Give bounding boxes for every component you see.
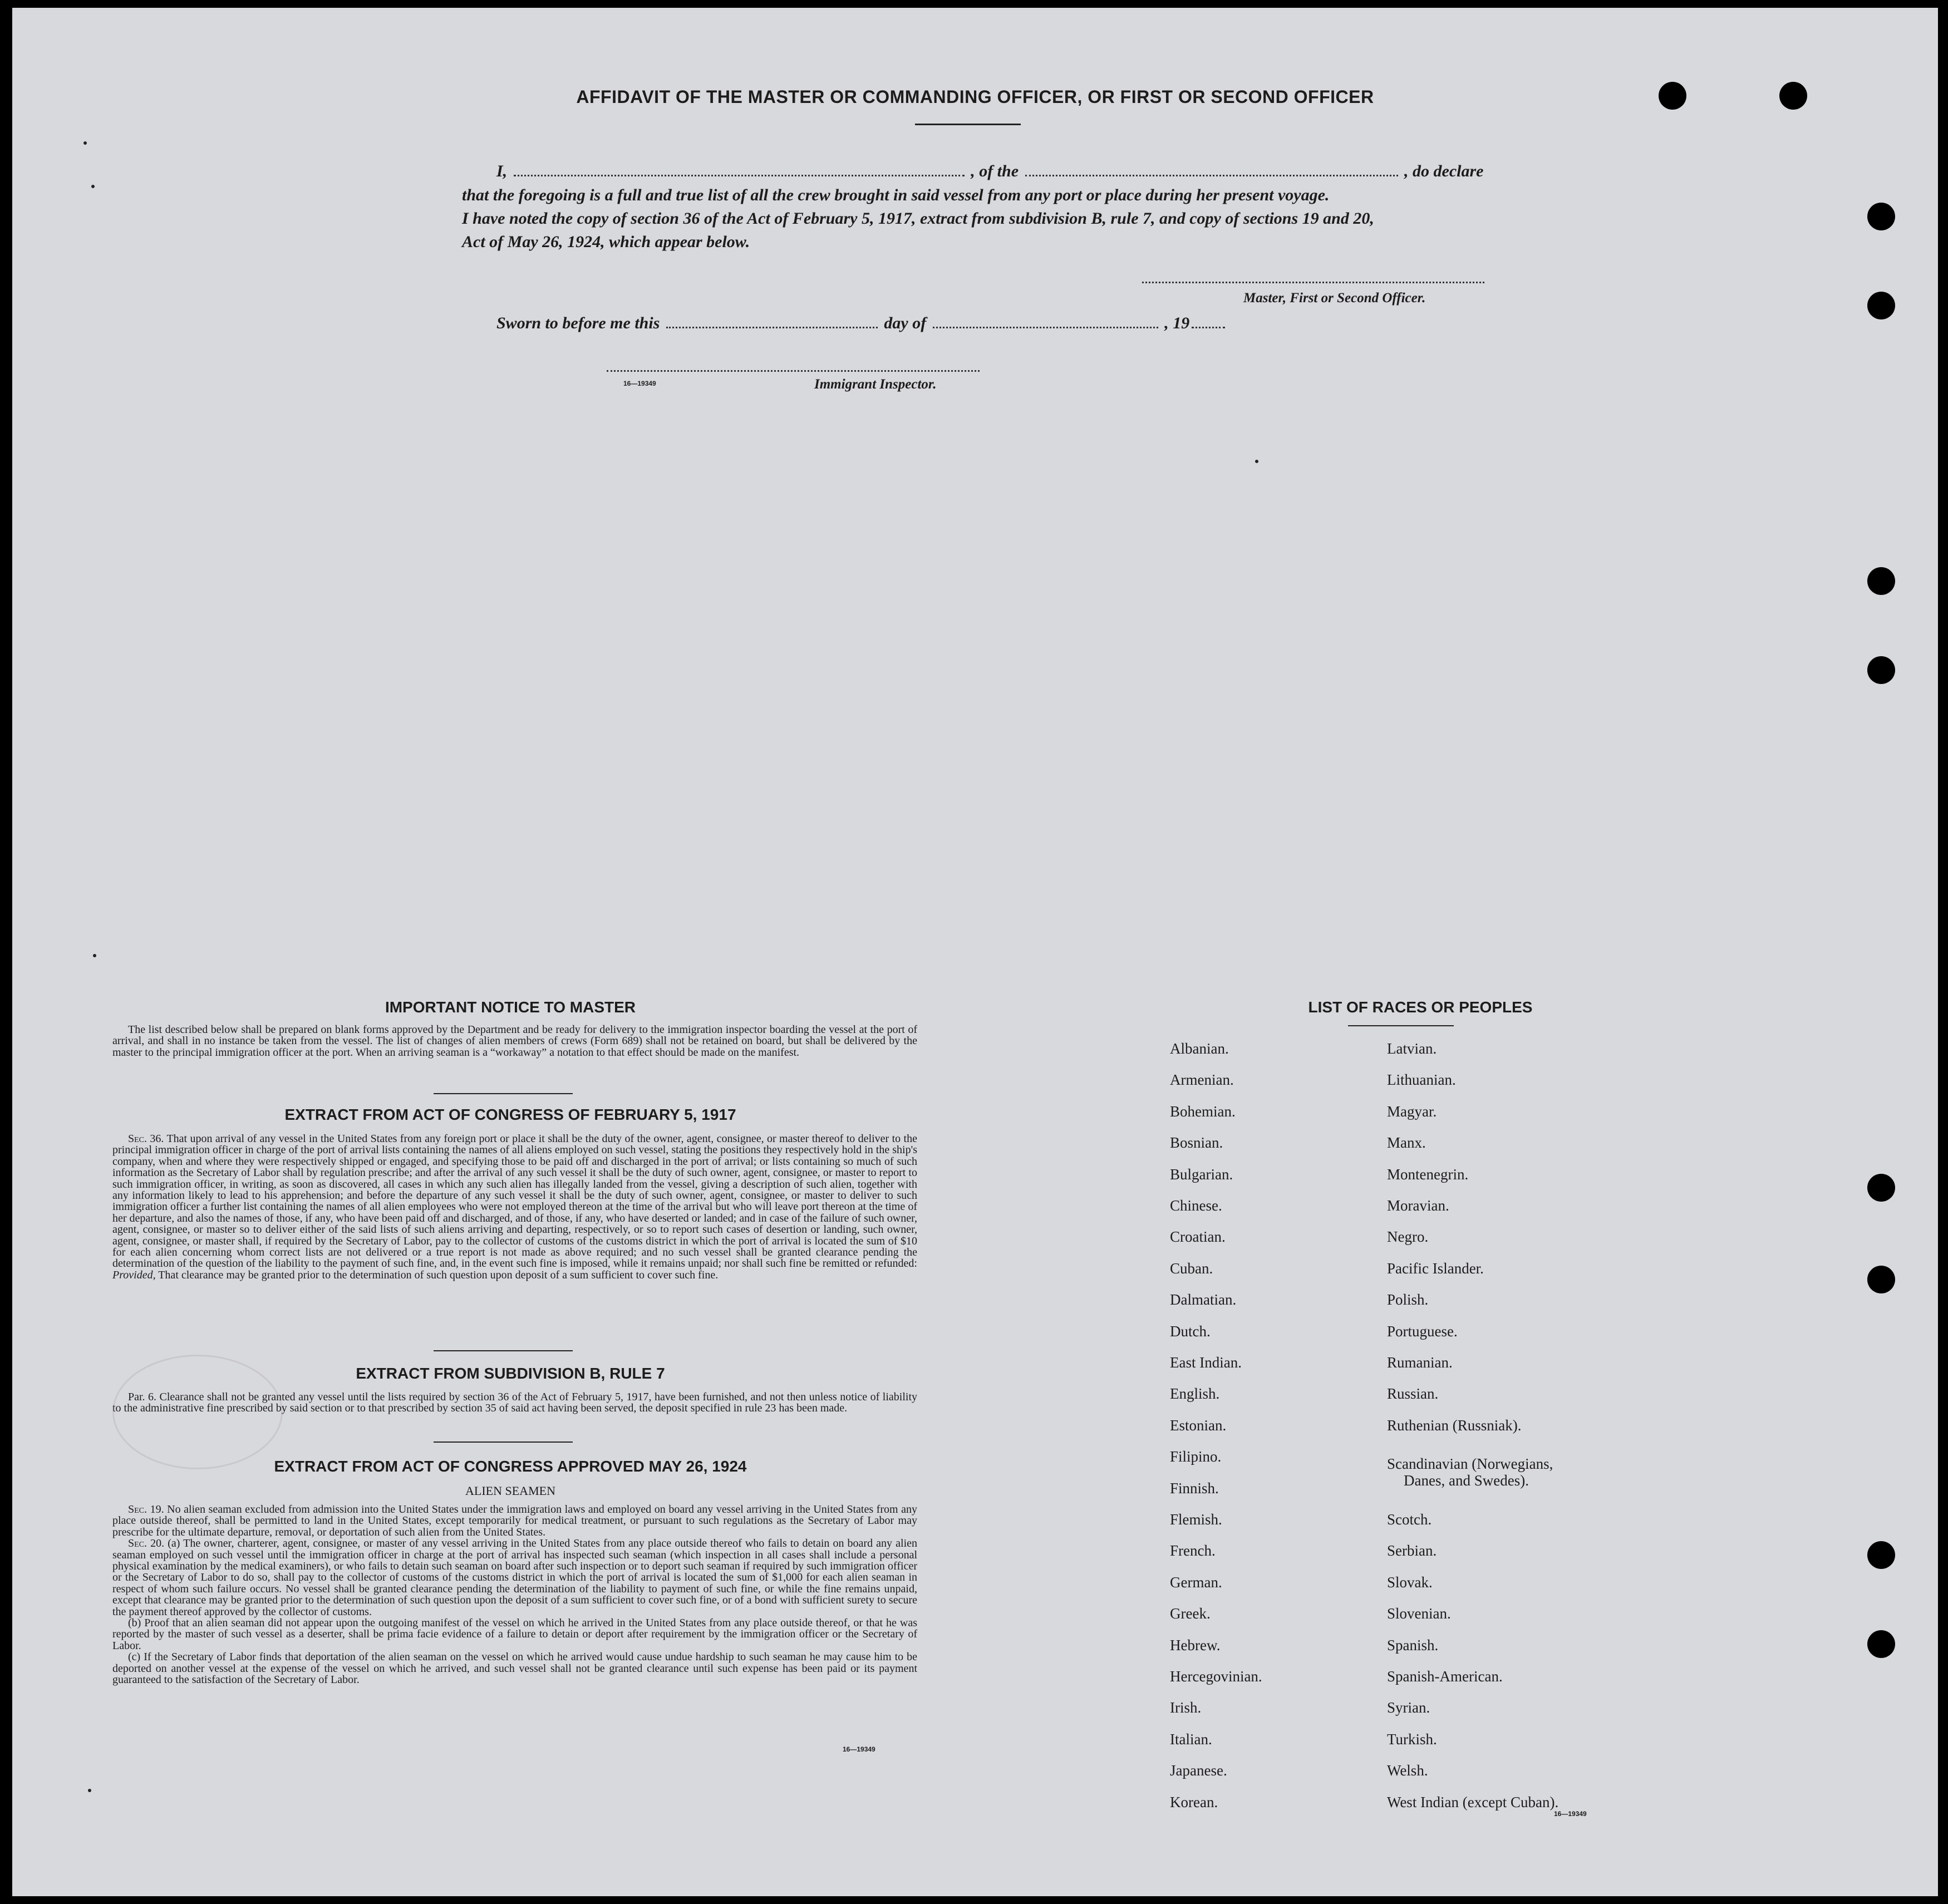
signature-label: Master, First or Second Officer.: [1243, 291, 1426, 306]
race-item: Danes, and Swedes).: [1404, 1472, 1529, 1489]
race-item: Italian.: [1170, 1730, 1212, 1748]
race-item: Hebrew.: [1170, 1636, 1221, 1654]
race-item: Serbian.: [1387, 1542, 1437, 1559]
race-item: Finnish.: [1170, 1479, 1219, 1497]
sworn-year-field[interactable]: [1192, 327, 1225, 328]
race-item: Lithuanian.: [1387, 1071, 1456, 1089]
race-item: Dutch.: [1170, 1322, 1211, 1340]
year-label: , 19: [1164, 314, 1190, 332]
races-title: LIST OF RACES OR PEOPLES: [1308, 998, 1533, 1016]
provided-label: Provided,: [112, 1268, 156, 1281]
race-item: Bosnian.: [1170, 1134, 1223, 1152]
form-number: 16—19349: [623, 380, 656, 387]
declaration-line-2: that the foregoing is a full and true list of all the crew brought in said vessel from any port or place during her present voyage.: [462, 186, 1330, 204]
punch-hole: [1867, 1541, 1895, 1569]
form-number: 16—19349: [1554, 1810, 1587, 1818]
race-item: Bulgarian.: [1170, 1165, 1233, 1183]
specks: [91, 185, 95, 188]
document-page: [12, 8, 1938, 1896]
sec-20a-paragraph: [112, 1538, 917, 1617]
sec-19-label: Sec. 19.: [128, 1503, 164, 1516]
sec-36-end: That clearance may be granted prior to the determination of such question upon deposit of a sum sufficient to cover such fine.: [158, 1268, 719, 1281]
punch-hole: [1867, 1630, 1895, 1658]
of-the-label: , of the: [971, 162, 1019, 180]
extract-1917-text: [112, 1133, 917, 1281]
specks: [93, 954, 96, 957]
par-6-paragraph: Par. 6. Clearance shall not be granted any vessel until the lists required by section 36 of the Act of February 5, 1917, have been furnished, and not then unless notice of liability to the administrative fine prescribed by said section or to that prescribed by section 35 of said act having been served, the deposit specified in rule 23 has been made.: [112, 1391, 917, 1415]
race-item: Chinese.: [1170, 1197, 1222, 1214]
punch-hole: [1867, 567, 1895, 595]
race-item: Estonian.: [1170, 1416, 1227, 1434]
title-rule: [915, 124, 1021, 125]
race-item: Negro.: [1387, 1228, 1429, 1246]
race-item: Flemish.: [1170, 1511, 1222, 1528]
race-item: Welsh.: [1387, 1762, 1428, 1779]
sworn-line: [496, 314, 1227, 333]
sec-36-label: Sec. 36.: [128, 1133, 164, 1145]
race-item: Bohemian.: [1170, 1103, 1236, 1120]
day-of-label: day of: [884, 314, 927, 332]
extract-rule7-title: EXTRACT FROM SUBDIVISION B, RULE 7: [356, 1365, 665, 1382]
race-item: Albanian.: [1170, 1040, 1229, 1057]
sec-20a-body: (a) The owner, charterer, agent, consignee, or master of any vessel arriving in the United States from any place outside thereof who fails to detain on board any alien seaman employed on such vessel until the immigration officer in charge at the port of arrival has inspected such seaman (which inspection in all cases shall include a personal physical examination by the medical examiners), or who fails to detain such seaman on board after such inspection or to deport such seaman if required by such immigration officer or the Secretary of Labor to do so, shall pay to the collector of customs of the customs district in which the port of arrival is located the sum of $1,000 for each alien seaman in respect of whom such failure occurs. No vessel shall be granted clearance pending the determination of the liability to payment of such fine, or while the fine remains unpaid, except that clearance may be granted prior to the determination of such question upon the deposit of a sum sufficient to cover such fine, or of a bond with sufficient surety to secure the payment thereof approved by the collector of customs.: [112, 1537, 918, 1618]
race-item: Moravian.: [1387, 1197, 1449, 1214]
race-item: Turkish.: [1387, 1730, 1437, 1748]
sec-20-label: Sec. 20.: [128, 1537, 165, 1550]
sworn-month-field[interactable]: [933, 327, 1158, 328]
race-item: Pacific Islander.: [1387, 1260, 1484, 1277]
punch-hole: [1867, 1174, 1895, 1202]
race-item: Irish.: [1170, 1699, 1202, 1716]
punch-hole: [1867, 203, 1895, 230]
sec-19-paragraph: [112, 1504, 917, 1538]
race-item: Rumanian.: [1387, 1354, 1453, 1371]
declarant-name-field[interactable]: [514, 175, 965, 176]
race-item: Greek.: [1170, 1605, 1211, 1622]
race-item: Syrian.: [1387, 1699, 1430, 1716]
race-item: West Indian (except Cuban).: [1387, 1793, 1559, 1810]
race-item: Magyar.: [1387, 1103, 1437, 1120]
sec-36-paragraph: [112, 1133, 917, 1281]
race-item: Croatian.: [1170, 1228, 1226, 1246]
race-item: Spanish-American.: [1387, 1668, 1503, 1685]
race-item: French.: [1170, 1542, 1216, 1559]
vessel-name-field[interactable]: [1025, 175, 1398, 176]
race-item: Scandinavian (Norwegians,: [1387, 1455, 1553, 1472]
race-item: East Indian.: [1170, 1354, 1242, 1371]
punch-hole: [1867, 292, 1895, 319]
declare-label: , do declare: [1404, 162, 1484, 180]
race-item: Slovak.: [1387, 1573, 1433, 1591]
punch-hole: [1867, 1266, 1895, 1293]
race-item: Dalmatian.: [1170, 1291, 1237, 1308]
form-number: 16—19349: [843, 1745, 875, 1753]
notice-text: [112, 1024, 917, 1058]
inspector-label: Immigrant Inspector.: [814, 377, 937, 392]
declarant-label: I,: [496, 162, 508, 180]
race-item: Hercegovinian.: [1170, 1668, 1262, 1685]
extract-1924-title: EXTRACT FROM ACT OF CONGRESS APPROVED MAY 26, 1924: [274, 1458, 747, 1475]
affidavit-title: AFFIDAVIT OF THE MASTER OR COMMANDING OFFICER, OR FIRST OR SECOND OFFICER: [576, 87, 1374, 107]
race-item: Latvian.: [1387, 1040, 1437, 1057]
specks: [1255, 460, 1258, 463]
specks: [83, 141, 87, 145]
race-item: Filipino.: [1170, 1448, 1222, 1465]
sec-20b-paragraph: (b) Proof that an alien seaman did not appear upon the outgoing manifest of the vessel on which he arrived in the United States from any place outside thereof, or that he was reported by the master of such vessel as a deserter, shall be prima facie evidence of a failure to detain or deport after requirement by the immigration officer or the Secretary of Labor.: [112, 1617, 917, 1652]
race-item: Spanish.: [1387, 1636, 1439, 1654]
notice-paragraph: The list described below shall be prepared on blank forms approved by the Department and be ready for delivery to the immigration inspector boarding the vessel at the port of arrival, and shall in no instance be taken from the vessel. The list of changes of alien members of crews (Form 689) shall not be retained on board, but shall be delivered by the master to the principal immigration officer at the port. When an arriving seaman is a “workaway” a notation to that effect should be made on the manifest.: [112, 1024, 917, 1059]
race-item: Russian.: [1387, 1385, 1439, 1403]
extract-1917-title: EXTRACT FROM ACT OF CONGRESS OF FEBRUARY 5, 1917: [284, 1106, 736, 1123]
sworn-day-field[interactable]: [666, 327, 878, 328]
signature-line[interactable]: [1142, 282, 1484, 283]
race-item: Polish.: [1387, 1291, 1429, 1308]
race-item: Manx.: [1387, 1134, 1426, 1152]
race-item: Korean.: [1170, 1793, 1218, 1810]
race-item: Ruthenian (Russniak).: [1387, 1416, 1522, 1434]
race-item: Scotch.: [1387, 1511, 1432, 1528]
punch-hole: [1867, 656, 1895, 684]
sworn-label: Sworn to before me this: [496, 314, 660, 332]
declaration-line-3: I have noted the copy of section 36 of the Act of February 5, 1917, extract from subdivision B, rule 7, and copy of sections 19 and 20,: [462, 209, 1374, 228]
sec-19-body: No alien seaman excluded from admission into the United States under the immigration laws and employed on board any vessel arriving in the United States from any place outside thereof, shall be permitted to land in the United States, except temporarily for medical treatment, or pursuant to such regulations as the Secretary of Labor may prescribe for the ultimate departure, removal, or deportation of such alien from the United States.: [112, 1503, 918, 1538]
race-item: Portuguese.: [1387, 1322, 1458, 1340]
race-item: Japanese.: [1170, 1762, 1227, 1779]
race-item: Montenegrin.: [1387, 1165, 1469, 1183]
section-rule: [434, 1350, 573, 1351]
sec-20c-paragraph: (c) If the Secretary of Labor finds that deportation of the alien seaman on the vessel on which he arrived would cause undue hardship to such seaman he may cause him to be deported on another vessel at the expense of the vessel on which he arrived, and such vessel shall not be granted clearance until such expense has been paid or its payment guaranteed to the satisfaction of the Secretary of Labor.: [112, 1651, 917, 1686]
inspector-signature-line[interactable]: [607, 370, 980, 372]
declaration-line-1: [496, 162, 1483, 181]
race-item: Slovenian.: [1387, 1605, 1451, 1622]
race-item: Cuban.: [1170, 1260, 1213, 1277]
declaration-line-4: Act of May 26, 1924, which appear below.: [462, 233, 750, 251]
section-rule: [434, 1093, 573, 1094]
race-item: German.: [1170, 1573, 1222, 1591]
sec-36-body: That upon arrival of any vessel in the United States from any foreign port or place it shall be the duty of the owner, agent, consignee, or master thereof to deliver to the principal immigration officer in charge of the port of arrival lists containing the names of all aliens employed on such vessel, stating the positions they respectively hold in the ship's company, when and where they were respectively shipped or engaged, and specifying those to be paid off and discharged in the port of arrival; or lists containing so much of such information as the Secretary of Labor shall by regulation prescribe; and after the arrival of any such vessel it shall be the duty of such owner, agent, consignee, or master to report to such immigration officer, in writing, as soon as discovered, all cases in which any such alien has illegally landed from the vessel, giving a description of such alien, together with any information likely to lead to his apprehension; and before the departure of any such vessel it shall be the duty of such owner, agent, consignee, or master to deliver to such immigration officer a further list containing the names of all alien employees who were not employed thereon at the time of the arrival but who will leave port thereon at the time of her departure, and also the names of those, if any, who have been paid off and discharged, and of those, if any, who have deserted or landed; and in case of the failure of such owner, agent, consignee, or master so to deliver either of the said lists of such aliens arriving and departing, respectively, or so to report such cases of desertion or landing, such owner, agent, consignee, or master shall, if required by the Secretary of Labor, pay to the collector of customs of the customs district in which the port of arrival is located the sum of $10 for each alien concerning whom correct lists are not delivered or a true report is not made as above required; and no such vessel shall be granted clearance pending the determination of the question of the liability to the payment of such fine, and, in the event such fine is imposed, while it remains unpaid; nor shall such fine be remitted or refunded:: [112, 1133, 917, 1270]
extract-1924-text: [112, 1504, 917, 1686]
section-rule: [434, 1441, 573, 1443]
specks: [88, 1789, 91, 1792]
race-item: Armenian.: [1170, 1071, 1234, 1089]
races-title-rule: [1348, 1025, 1454, 1026]
alien-seamen-subtitle: ALIEN SEAMEN: [465, 1484, 555, 1498]
notice-title: IMPORTANT NOTICE TO MASTER: [385, 998, 636, 1016]
race-item: English.: [1170, 1385, 1220, 1403]
faded-seal-stamp: [112, 1355, 283, 1469]
